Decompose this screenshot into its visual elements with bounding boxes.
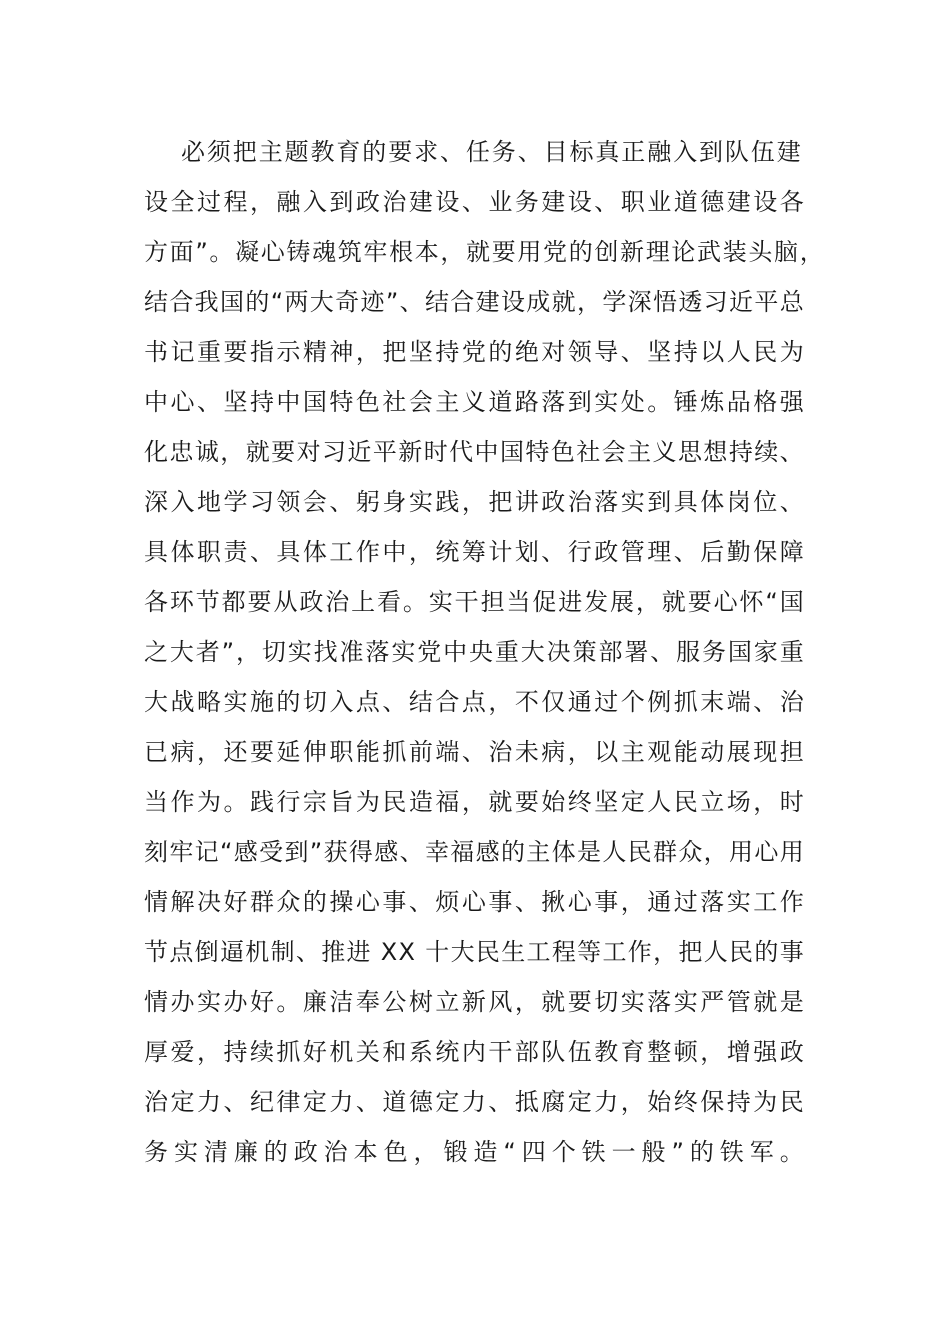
text-line: 之大者”，切实找准落实党中央重大决策部署、服务国家重 (144, 638, 806, 666)
text-line: 具体职责、具体工作中，统筹计划、行政管理、后勤保障 (144, 538, 807, 566)
text-line: 深入地学习领会、躬身实践，把讲政治落实到具体岗位、 (144, 488, 807, 516)
text-line: 厚爱，持续抓好机关和系统内干部队伍教育整顿，增强政 (144, 1038, 807, 1066)
text-line: 节点倒逼机制、推进 XX 十大民生工程等工作，把人民的事 (144, 938, 806, 966)
text-line: 情解决好群众的操心事、烦心事、揪心事，通过落实工作 (144, 888, 807, 916)
text-line: 大战略实施的切入点、结合点，不仅通过个例抓末端、治 (144, 688, 807, 716)
text-line: 各环节都要从政治上看。实干担当促进发展，就要心怀“国 (144, 588, 806, 616)
text-line: 已病，还要延伸职能抓前端、治未病，以主观能动展现担 (144, 738, 807, 766)
text-line: 化忠诚，就要对习近平新时代中国特色社会主义思想持续、 (144, 438, 806, 466)
text-line: 情办实办好。廉洁奉公树立新风，就要切实落实严管就是 (144, 988, 807, 1016)
text-line: 治定力、纪律定力、道德定力、抵腐定力，始终保持为民 (144, 1088, 807, 1116)
text-line: 设全过程，融入到政治建设、业务建设、职业道德建设各 (144, 188, 807, 216)
text-line: 务实清廉的政治本色，锻造“四个铁一般”的铁军。 (144, 1138, 810, 1166)
text-line: 刻牢记“感受到”获得感、幸福感的主体是人民群众，用心用 (144, 838, 806, 866)
text-line: 必须把主题教育的要求、任务、目标真正融入到队伍建 (181, 138, 803, 166)
text-line: 方面”。凝心铸魂筑牢根本，就要用党的创新理论武装头脑， (144, 238, 826, 266)
text-line: 当作为。践行宗旨为民造福，就要始终坚定人民立场，时 (144, 788, 807, 816)
text-line: 中心、坚持中国特色社会主义道路落到实处。锤炼品格强 (144, 388, 807, 416)
text-line: 结合我国的“两大奇迹”、结合建设成就，学深悟透习近平总 (144, 288, 806, 316)
text-line: 书记重要指示精神，把坚持党的绝对领导、坚持以人民为 (144, 338, 807, 366)
